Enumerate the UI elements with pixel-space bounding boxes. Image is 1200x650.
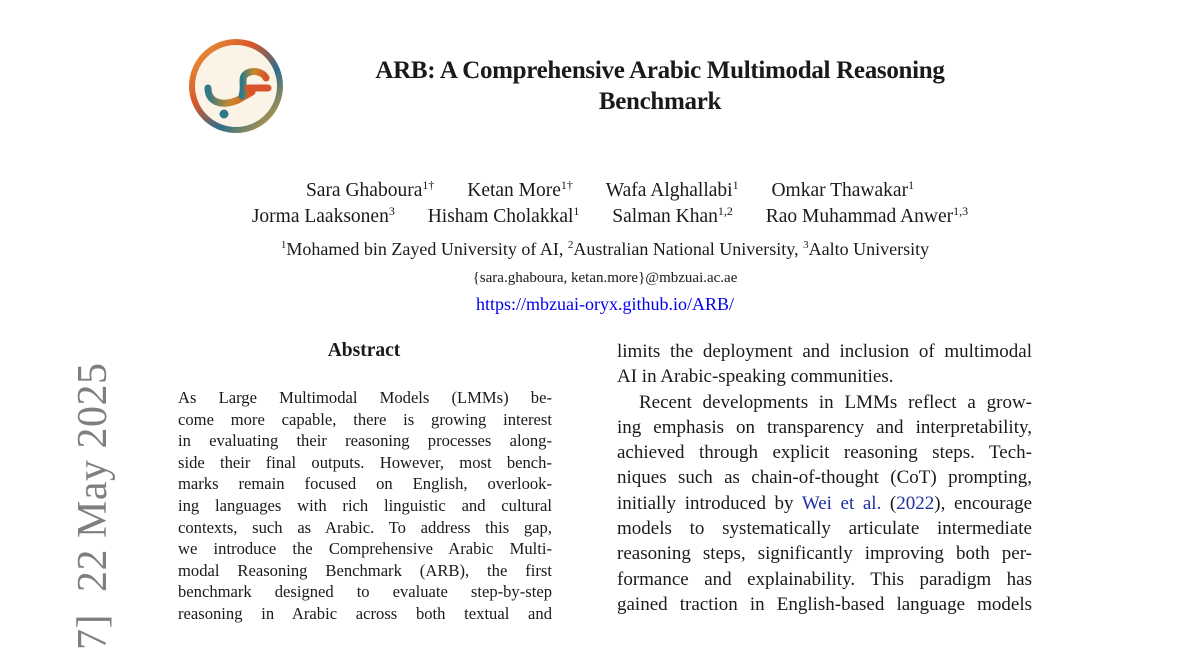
abstract-line: side their final outputs. However, most bench- [178,452,552,474]
affiliation: Australian National University, [573,239,798,259]
abstract-line: reasoning in Arabic across both textual and [178,603,552,625]
author: Ketan More$^{1\dagger}$ [467,178,573,204]
project-link[interactable]: https://mbzuai-oryx.github.io/ARB/ [476,294,734,314]
intro-line: models to systematically articulate intermediate [617,516,1032,541]
affiliations: $^1$Mohamed bin Zayed University of AI, $^2$Australian National University, $^3$Aalto University [100,237,1110,261]
intro-line: achieved through explicit reasoning steps. Tech- [617,440,1032,465]
intro-line: ing emphasis on transparency and interpretability, [617,415,1032,440]
author: Jorma Laaksonen$^3$ [252,204,395,230]
title-line-2: Benchmark [300,86,1020,117]
arxiv-stamp-date: 22 May 2025 [70,363,116,593]
abstract-line: As Large Multimodal Models (LMMs) be- [178,387,552,409]
intro-line: AI in Arabic-speaking communities. [617,364,1032,389]
arxiv-stamp-prefix: 7] [70,614,116,650]
arxiv-side-stamp [70,363,116,650]
arabic-letters-ayn-ra-ba-logo-icon [188,38,284,134]
abstract-line: modal Reasoning Benchmark (ARB), the first [178,560,552,582]
project-url [100,292,1110,316]
abstract-line: ing languages with rich linguistic and cultural [178,495,552,517]
author: Salman Khan$^{1,2}$ [612,204,733,230]
title-line-1: ARB: A Comprehensive Arabic Multimodal Reasoning [300,55,1020,86]
intro-line: Recent developments in LMMs reflect a grow- [617,390,1032,415]
abstract-line: in evaluating their reasoning processes along- [178,430,552,452]
abstract-line: marks remain focused on English, overlook- [178,473,552,495]
intro-line: limits the deployment and inclusion of multimodal [617,339,1032,364]
abstract-line: we introduce the Comprehensive Arabic Multi- [178,538,552,560]
affiliation: Aalto University [809,239,929,259]
abstract-line: contexts, such as Arabic. To address this gap, [178,517,552,539]
citation-link[interactable]: Wei et al. [802,493,882,514]
author-list [100,178,1120,230]
author-row-2 [100,204,1120,230]
author-row-1 [100,178,1120,204]
abstract-heading: Abstract [178,338,550,364]
author: Hisham Cholakkal$^1$ [428,204,580,230]
contact-email: {sara.ghaboura, ketan.more}@mbzuai.ac.ae [100,268,1110,288]
intro-line: gained traction in English-based language models [617,592,1032,617]
author: Wafa Alghallabi$^1$ [606,178,739,204]
intro-line: niques such as chain-of-thought (CoT) prompting, [617,465,1032,490]
citation-year-link[interactable]: 2022 [896,493,934,514]
author: Omkar Thawakar$^1$ [771,178,914,204]
abstract-body [178,387,552,625]
paper-title [300,55,1020,117]
affiliation: Mohamed bin Zayed University of AI, [286,239,563,259]
author: Sara Ghaboura$^{1\dagger}$ [306,178,434,204]
abstract-line: benchmark designed to evaluate step-by-step [178,581,552,603]
abstract-line: come more capable, there is growing interest [178,409,552,431]
intro-body [617,339,1032,617]
intro-line: reasoning steps, significantly improving both per- [617,541,1032,566]
paper-logo [188,38,284,134]
intro-line: formance and explainability. This paradigm has [617,567,1032,592]
intro-line-with-citation: initially introduced by Wei et al. (2022), encourage [617,491,1032,516]
author: Rao Muhammad Anwer$^{1,3}$ [766,204,968,230]
